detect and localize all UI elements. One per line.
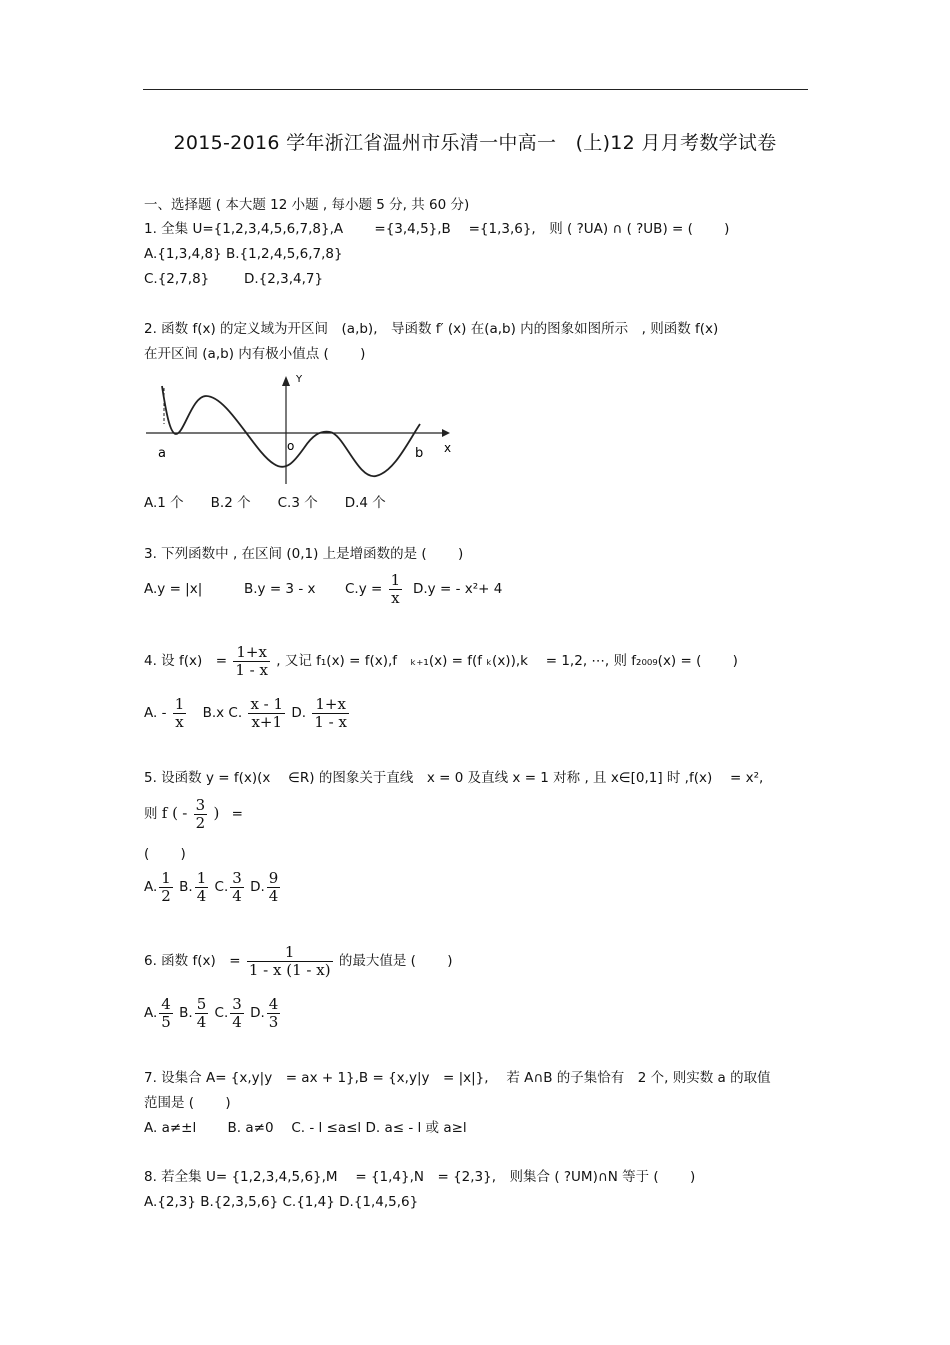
q5-opt-b-label: B.: [179, 879, 193, 895]
q4-numerator: 1+x: [233, 644, 270, 662]
q4-stem-prefix: 4. 设 f(x) =: [144, 653, 228, 669]
q1-option-c: C.{2,7,8}: [144, 271, 210, 287]
q4-fraction: [233, 644, 270, 679]
q4-d-numerator: 1+x: [312, 696, 349, 714]
q6-opt-b: [195, 996, 209, 1031]
q6-opt-c-label: C.: [214, 1005, 229, 1021]
b-label: b: [415, 446, 424, 461]
q6-opt-d: [267, 996, 281, 1031]
q3-option-c-prefix: C.y =: [345, 581, 383, 597]
q6-opt-b-num: 5: [196, 994, 207, 1013]
q5-opt-d-num: 9: [268, 868, 279, 887]
paper-title: 2015-2016 学年浙江省温州市乐清一中高一 (上)12 月月考数学试卷: [173, 132, 777, 154]
q5-opt-c-num: 3: [232, 868, 242, 887]
q5-opt-c-label: C.: [214, 879, 229, 895]
q2-line1: 2. 函数 f(x) 的定义域为开区间 (a,b), 导函数 f′ (x) 在(a,b) 内的图象如图所示 , 则函数 f(x): [144, 321, 719, 337]
q5-minus: -: [182, 804, 188, 822]
q1-stem: 1. 全集 U={1,2,3,4,5,6,7,8},A ={3,4,5},B ={1,3,6}, 则 ( ?UA) ∩ ( ?UB) = ( ): [144, 221, 730, 237]
q5-opt-a-den: 2: [161, 886, 171, 905]
q6-opt-c-num: 3: [232, 994, 242, 1013]
q5-close-paren: ): [213, 804, 220, 822]
q4-option-a-fraction: [173, 696, 187, 731]
q4-options: [144, 692, 351, 734]
q3-c-numerator: 1: [390, 570, 401, 589]
q5-opt-d-den: 4: [268, 886, 279, 905]
q6-opt-a-num: 4: [161, 994, 171, 1013]
q5-opt-b: [195, 870, 209, 905]
q7-options: A. a≠±l B. a≠0 C. - l ≤a≤l D. a≤ - l 或 a≥l: [144, 1120, 467, 1136]
q4-c-numerator: x - 1: [250, 694, 284, 713]
q7-line2: 范围是 ( ): [144, 1095, 231, 1111]
q5-opt-b-den: 4: [196, 886, 207, 905]
q5-expression: [144, 792, 243, 835]
q4-stem: [144, 640, 738, 682]
q4-a-denominator: x: [175, 712, 184, 731]
q1-options-ab: A.{1,3,4,8} B.{1,2,4,5,6,7,8}: [144, 246, 343, 262]
x-label: x: [444, 441, 452, 455]
q4-option-d-fraction: [312, 696, 349, 731]
q6-prefix: 6. 函数 f(x) =: [144, 953, 241, 969]
q6-stem: [144, 940, 452, 982]
q6-opt-a-label: A.: [144, 1005, 158, 1021]
q4-a-numerator: 1: [174, 694, 185, 713]
q5-f-label: f (: [161, 804, 178, 822]
q4-option-a-prefix: A. -: [144, 705, 167, 721]
q6-opt-c: [230, 996, 244, 1031]
q3-c-denominator: x: [391, 588, 400, 607]
q6-denominator: 1 - x (1 - x): [248, 960, 331, 979]
q5-opt-c: [230, 870, 244, 905]
q6-opt-d-num: 4: [268, 994, 279, 1013]
q6-opt-a: [159, 996, 173, 1031]
q6-opt-a-den: 5: [161, 1012, 171, 1031]
q2-derivative-graph: [144, 372, 464, 487]
q3-option-b: B.y = 3 - x: [244, 581, 316, 597]
y-axis-arrow: [282, 376, 290, 386]
q5-opt-d-label: D.: [250, 879, 265, 895]
q2-line2: 在开区间 (a,b) 内有极小值点 ( ): [144, 346, 366, 362]
q3-option-a: A.y = |x|: [144, 581, 203, 597]
q5-denominator: 2: [195, 813, 206, 832]
q6-opt-b-label: B.: [179, 1005, 193, 1021]
q5-prefix: 则: [144, 806, 158, 822]
x-axis-arrow: [442, 429, 450, 437]
q5-opt-a-label: A.: [144, 879, 158, 895]
q5-opt-c-den: 4: [232, 886, 242, 905]
q3-stem: 3. 下列函数中 , 在区间 (0,1) 上是增函数的是 ( ): [144, 546, 464, 562]
q5-fraction: [194, 797, 208, 832]
top-rule: [143, 89, 808, 90]
q4-stem-suffix: , 又记 f₁(x) = f(x),f ₖ₊₁(x) = f(f ₖ(x)),k = 1,2, ⋯, 则 f₂₀₀₉(x) = ( ): [276, 653, 738, 669]
q1-option-d: D.{2,3,4,7}: [244, 271, 324, 287]
q5-opt-a-num: 1: [161, 868, 171, 887]
y-label: Y: [296, 374, 303, 385]
q8-stem: 8. 若全集 U= {1,2,3,4,5,6},M = {1,4},N = {2,3}, 则集合 ( ?UM)∩N 等于 ( ): [144, 1169, 696, 1185]
derivative-curve: [162, 386, 420, 476]
q3-option-d: D.y = - x²+ 4: [413, 581, 503, 597]
q5-opt-a: [159, 870, 173, 905]
q4-c-denominator: x+1: [251, 712, 283, 731]
q4-option-c-fraction: [248, 696, 285, 731]
q5-numerator: 3: [195, 795, 206, 814]
q4-option-d-label: D.: [291, 705, 307, 721]
q2-options: A.1 个 B.2 个 C.3 个 D.4 个: [144, 495, 386, 511]
q6-opt-c-den: 4: [232, 1012, 242, 1031]
q5-equals: =: [231, 806, 243, 822]
a-label: a: [158, 446, 166, 461]
q6-options: [144, 992, 282, 1034]
q8-options: A.{2,3} B.{2,3,5,6} C.{1,4} D.{1,4,5,6}: [144, 1194, 419, 1210]
origin-label: o: [287, 439, 295, 453]
q5-opt-b-num: 1: [196, 868, 207, 887]
q3-option-c-fraction: [389, 572, 403, 607]
q5-options: [144, 866, 282, 908]
q6-opt-d-den: 3: [268, 1012, 279, 1031]
q6-opt-b-den: 4: [196, 1012, 207, 1031]
q3-option-c: [345, 568, 404, 610]
q6-suffix: 的最大值是 ( ): [338, 953, 453, 969]
q6-numerator: 1: [247, 944, 333, 962]
section-heading: 一、选择题 ( 本大题 12 小题 , 每小题 5 分, 共 60 分): [144, 197, 470, 213]
q4-denominator: 1 - x: [235, 660, 268, 679]
q5-stem: 5. 设函数 y = f(x)(x ∈R) 的图象关于直线 x = 0 及直线 x = 1 对称 , 且 x∈[0,1] 时 ,f(x) = x²,: [144, 770, 764, 786]
q5-opt-d: [267, 870, 281, 905]
q4-d-denominator: 1 - x: [314, 712, 347, 731]
q6-opt-d-label: D.: [250, 1005, 265, 1021]
q4-option-bc-label: B.x C.: [202, 705, 243, 721]
q5-answer-paren: ( ): [144, 846, 186, 862]
q6-fraction: [247, 944, 333, 979]
q7-line1: 7. 设集合 A= {x,y|y = ax + 1},B = {x,y|y = |x|}, 若 A∩B 的子集恰有 2 个, 则实数 a 的取值: [144, 1070, 771, 1086]
